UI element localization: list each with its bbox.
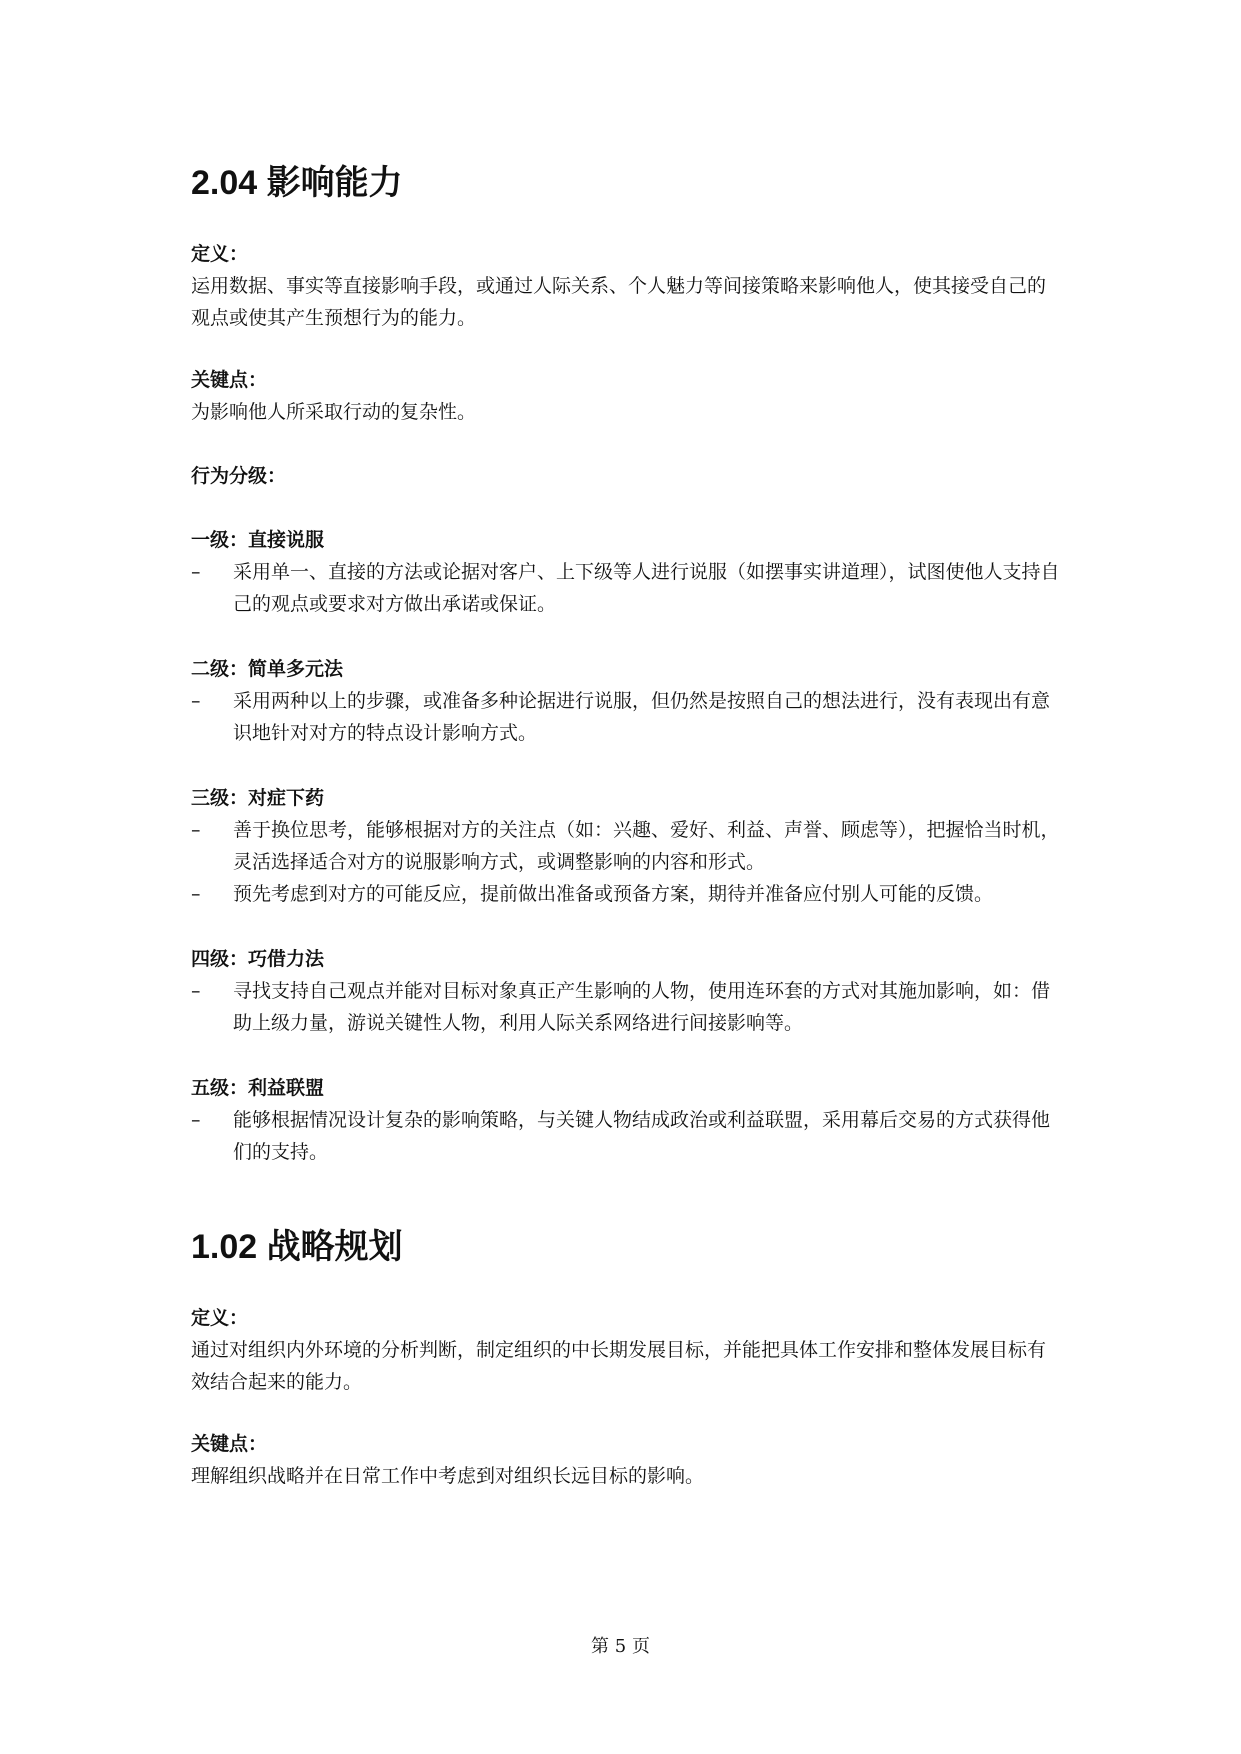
dash-marker: – [191,1109,201,1131]
level-title: 五级：利益联盟 [191,1077,325,1099]
level-bullet [191,556,1061,620]
bullet-text: 能够根据情况设计复杂的影响策略，与关键人物结成政治或利益联盟，采用幕后交易的方式获得他们的支持。 [233,1109,1051,1163]
key-point-label: 关键点： [191,369,268,391]
page-number: 第 5 页 [591,1636,650,1657]
definition-block [191,1302,1061,1398]
dash-marker: – [191,690,201,712]
level-bullet [191,685,1061,749]
definition-text: 运用数据、事实等直接影响手段，或通过人际关系、个人魅力等间接策略来影响他人，使其接受自己的观点或使其产生预想行为的能力。 [191,275,1047,329]
level-3 [191,782,1061,910]
dash-marker: – [191,819,201,841]
level-4 [191,943,1061,1039]
key-point-text: 理解组织战略并在日常工作中考虑到对组织长远目标的影响。 [191,1465,705,1487]
bullet-text: 寻找支持自己观点并能对目标对象真正产生影响的人物，使用连环套的方式对其施加影响，如：借助上级力量，游说关键性人物，利用人际关系网络进行间接影响等。 [233,980,1051,1034]
bullet-text: 善于换位思考，能够根据对方的关注点（如：兴趣、爱好、利益、声誉、顾虑等），把握恰当时机，灵活选择适合对方的说服影响方式，或调整影响的内容和形式。 [233,819,1060,873]
level-bullet [191,975,1061,1039]
level-title: 四级：巧借力法 [191,948,325,970]
dash-marker: – [191,980,201,1002]
definition-label: 定义： [191,243,249,265]
page-content [191,158,1061,1492]
bullet-text: 预先考虑到对方的可能反应，提前做出准备或预备方案，期待并准备应付别人可能的反馈。 [233,883,994,905]
levels-heading: 行为分级： [191,465,287,487]
section-influence [191,158,1061,1168]
key-point-block [191,1428,1061,1492]
levels-heading-block [191,460,1061,492]
key-point-block [191,364,1061,428]
level-5 [191,1072,1061,1168]
key-point-text: 为影响他人所采取行动的复杂性。 [191,401,477,423]
level-bullet [191,1104,1061,1168]
section-title: 1.02 战略规划 [191,1228,403,1266]
dash-marker: – [191,561,201,583]
definition-block [191,238,1061,334]
level-1 [191,524,1061,620]
level-2 [191,653,1061,749]
definition-label: 定义： [191,1307,249,1329]
level-bullet [191,878,1061,910]
level-title: 二级：简单多元法 [191,658,344,680]
bullet-text: 采用单一、直接的方法或论据对客户、上下级等人进行说服（如摆事实讲道理），试图使他人支持自己的观点或要求对方做出承诺或保证。 [233,561,1060,615]
level-bullet [191,814,1061,878]
level-title: 一级：直接说服 [191,529,325,551]
section-strategic-planning [191,1222,1061,1492]
definition-text: 通过对组织内外环境的分析判断，制定组织的中长期发展目标，并能把具体工作安排和整体发展目标有效结合起来的能力。 [191,1339,1047,1393]
dash-marker: – [191,883,201,905]
key-point-label: 关键点： [191,1433,268,1455]
bullet-text: 采用两种以上的步骤，或准备多种论据进行说服，但仍然是按照自己的想法进行，没有表现出有意识地针对对方的特点设计影响方式。 [233,690,1051,744]
behavior-levels [191,524,1061,1168]
section-title: 2.04 影响能力 [191,164,403,202]
level-title: 三级：对症下药 [191,787,325,809]
